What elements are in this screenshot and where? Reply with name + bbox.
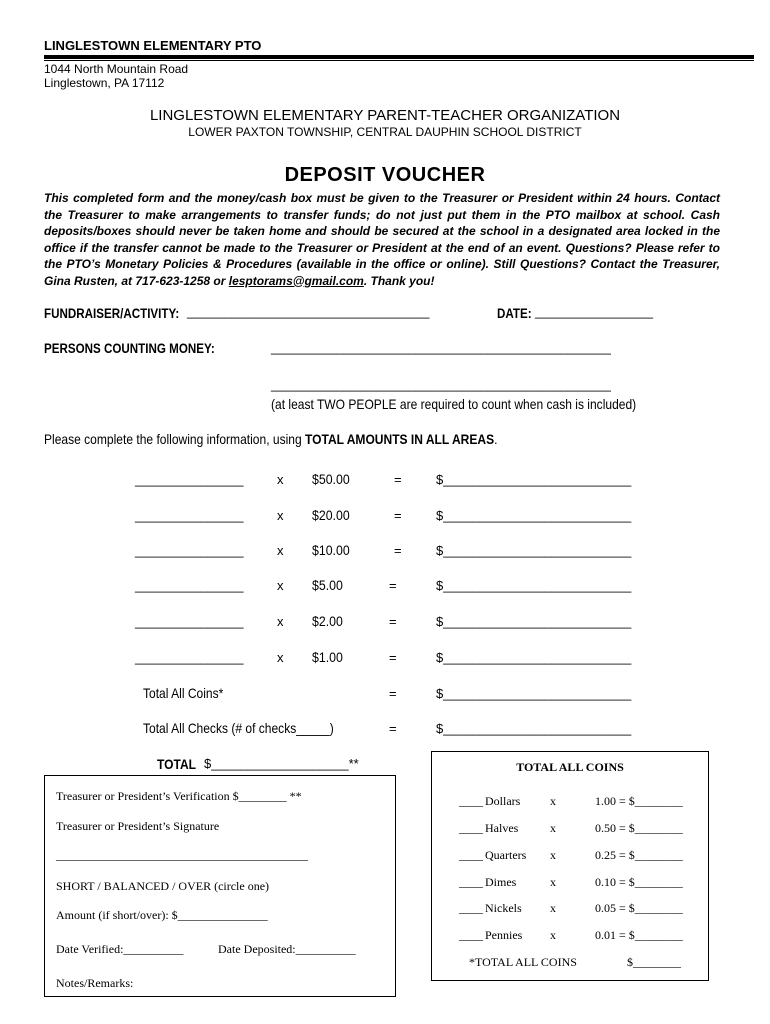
- instructions-closing: . Thank you!: [363, 273, 435, 288]
- totals-instruction-prefix: Please complete the following information, using: [44, 431, 306, 447]
- denomination-amount-field[interactable]: $__________________________: [436, 508, 632, 523]
- times-sign: x: [277, 543, 284, 558]
- fundraiser-label: FUNDRAISER/ACTIVITY:: [44, 306, 180, 321]
- denomination-value: $50.00: [312, 471, 350, 487]
- signature-line[interactable]: __________________________________________: [56, 848, 308, 862]
- denomination-count-field[interactable]: _______________: [135, 508, 244, 523]
- org-name: LINGLESTOWN ELEMENTARY PTO: [44, 38, 262, 53]
- denomination-count-field[interactable]: _______________: [135, 578, 244, 593]
- coin-name: Dimes: [485, 875, 517, 889]
- denomination-value: $10.00: [312, 542, 350, 558]
- persons-counting-note: (at least TWO PEOPLE are required to count when cash is included): [271, 396, 637, 412]
- denomination-amount-field[interactable]: $__________________________: [436, 578, 632, 593]
- short-balanced-over[interactable]: SHORT / BALANCED / OVER (circle one): [56, 879, 270, 893]
- org-title: LINGLESTOWN ELEMENTARY PARENT-TEACHER ORGANIZATION: [149, 107, 621, 124]
- verification-box: [44, 775, 396, 997]
- equals-sign: =: [394, 472, 402, 487]
- address-line2: Linglestown, PA 17112: [44, 76, 165, 90]
- denomination-amount-field[interactable]: $__________________________: [436, 543, 632, 558]
- coin-count-field[interactable]: ____: [459, 901, 483, 915]
- notes-remarks-label: Notes/Remarks:: [56, 976, 134, 990]
- times-sign: x: [277, 472, 284, 487]
- header-rule-thin: [44, 60, 754, 61]
- equals-sign: =: [389, 650, 397, 665]
- times-sign: x: [277, 650, 284, 665]
- treasurer-email-link[interactable]: lesptorams@gmail.com: [228, 273, 364, 288]
- denomination-value: $2.00: [312, 613, 343, 629]
- denomination-count-field[interactable]: _______________: [135, 543, 244, 558]
- times-sign: x: [277, 578, 284, 593]
- verification-amount-label[interactable]: Treasurer or President’s Verification $________ **: [56, 789, 302, 803]
- denomination-count-field[interactable]: _______________: [135, 472, 244, 487]
- denomination-count-field[interactable]: _______________: [135, 614, 244, 629]
- total-checks-amount[interactable]: $__________________________: [436, 721, 632, 736]
- coin-count-field[interactable]: ____: [459, 848, 483, 862]
- short-over-amount-field[interactable]: Amount (if short/over): $_______________: [56, 908, 268, 922]
- coin-formula-field[interactable]: 0.25 = $________: [595, 848, 683, 862]
- coin-name: Halves: [485, 821, 519, 835]
- coin-count-field[interactable]: ____: [459, 928, 483, 942]
- totals-instruction-bold: TOTAL AMOUNTS IN ALL AREAS: [305, 431, 495, 447]
- total-coins-amount[interactable]: $__________________________: [436, 686, 632, 701]
- coin-name: Quarters: [485, 848, 527, 862]
- persons-counting-field-1[interactable]: _______________________________________________: [271, 340, 611, 355]
- date-verified-field[interactable]: Date Verified:__________: [56, 942, 184, 956]
- coin-name: Dollars: [485, 794, 521, 808]
- coin-formula-field[interactable]: 0.50 = $________: [595, 821, 683, 835]
- coin-count-field[interactable]: ____: [459, 875, 483, 889]
- grand-total-field[interactable]: $___________________**: [204, 756, 359, 771]
- persons-counting-field-2[interactable]: _______________________________________________: [271, 377, 611, 392]
- coin-count-field[interactable]: ____: [459, 794, 483, 808]
- persons-counting-label: PERSONS COUNTING MONEY:: [44, 341, 215, 356]
- coins-box: [431, 751, 709, 981]
- form-title: DEPOSIT VOUCHER: [284, 164, 486, 186]
- equals-sign: =: [394, 543, 402, 558]
- coin-name: Pennies: [485, 928, 523, 942]
- instructions-text: This completed form and the money/cash box must be given to the Treasurer or President within 24 hours. Contact the Treasurer to make arrangements to transfer funds; do not just put them in the PTO mailbox at school. Cash deposits/boxes should never be taken home and should be secured at the school in a designated area locked in the office if the transfer cannot be made to the Treasurer or President at the end of an event. Questions? Please refer to the PTO’s Monetary Policies & Procedures (available in the office or online). Still Questions? Contact the Treasurer, Gina Rusten, at 717-623-1258 or: [44, 191, 720, 288]
- header-rule: [44, 55, 754, 59]
- denomination-count-field[interactable]: _______________: [135, 650, 244, 665]
- grand-total-label: TOTAL: [157, 756, 197, 772]
- times-sign: x: [550, 848, 556, 862]
- denomination-value: $20.00: [312, 507, 350, 523]
- total-coins-label: Total All Coins*: [143, 685, 224, 701]
- coins-total-label: *TOTAL ALL COINS: [469, 955, 577, 969]
- equals-sign: =: [394, 508, 402, 523]
- total-checks-equals: =: [389, 721, 397, 736]
- denomination-amount-field[interactable]: $__________________________: [436, 472, 632, 487]
- equals-sign: =: [389, 578, 397, 593]
- total-checks-label: Total All Checks (# of checks_____): [143, 720, 334, 736]
- org-subtitle: LOWER PAXTON TOWNSHIP, CENTRAL DAUPHIN SCHOOL DISTRICT: [188, 125, 582, 139]
- date-label: DATE:: [497, 306, 532, 321]
- denomination-value: $5.00: [312, 577, 343, 593]
- coin-formula-field[interactable]: 0.10 = $________: [595, 875, 683, 889]
- date-field[interactable]: ___________________: [535, 304, 654, 319]
- denomination-amount-field[interactable]: $__________________________: [436, 650, 632, 665]
- totals-instruction: [44, 431, 497, 447]
- date-deposited-field[interactable]: Date Deposited:__________: [218, 942, 356, 956]
- denomination-value: $1.00: [312, 649, 343, 665]
- coins-total-value[interactable]: $________: [627, 955, 681, 969]
- coins-box-title: TOTAL ALL COINS: [516, 760, 624, 774]
- totals-instruction-suffix: .: [494, 431, 498, 447]
- coin-count-field[interactable]: ____: [459, 821, 483, 835]
- coin-formula-field[interactable]: 0.05 = $________: [595, 901, 683, 915]
- total-coins-equals: =: [389, 686, 397, 701]
- instructions: [44, 190, 720, 289]
- times-sign: x: [550, 901, 556, 915]
- times-sign: x: [550, 821, 556, 835]
- times-sign: x: [277, 508, 284, 523]
- coin-formula-field[interactable]: 0.01 = $________: [595, 928, 683, 942]
- coin-formula-field[interactable]: 1.00 = $________: [595, 794, 683, 808]
- times-sign: x: [277, 614, 284, 629]
- fundraiser-field[interactable]: _______________________________________: [187, 304, 430, 319]
- coin-name: Nickels: [485, 901, 522, 915]
- equals-sign: =: [389, 614, 397, 629]
- address-line1: 1044 North Mountain Road: [44, 62, 189, 76]
- times-sign: x: [550, 875, 556, 889]
- signature-label: Treasurer or President’s Signature: [56, 819, 220, 833]
- denomination-amount-field[interactable]: $__________________________: [436, 614, 632, 629]
- times-sign: x: [550, 794, 556, 808]
- times-sign: x: [550, 928, 556, 942]
